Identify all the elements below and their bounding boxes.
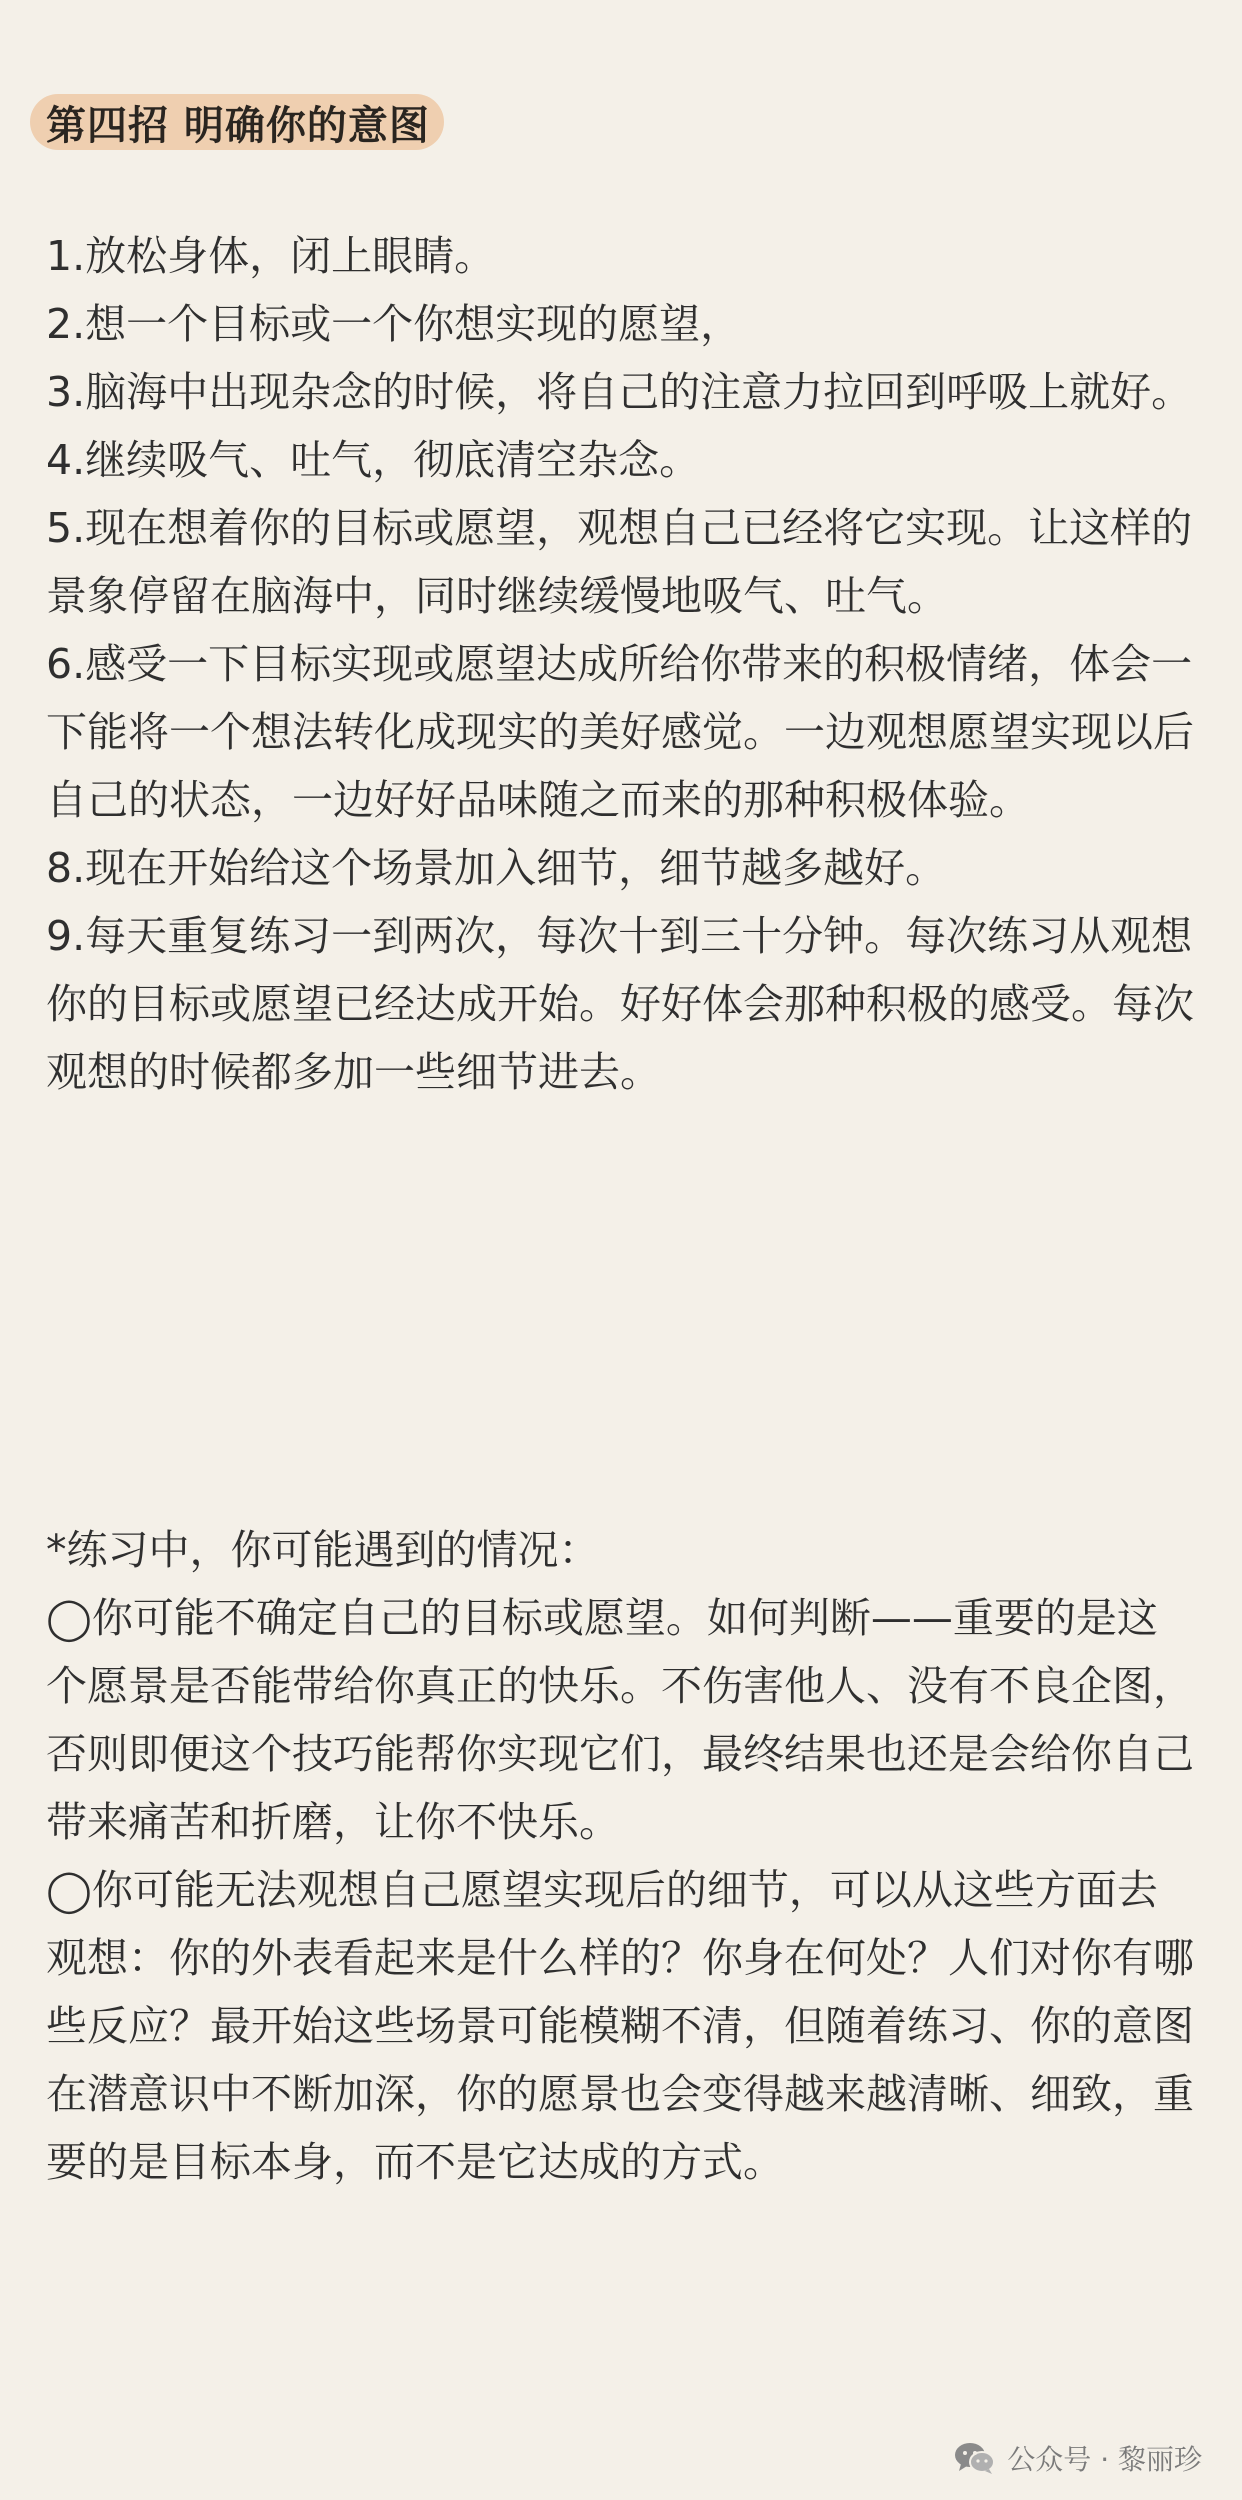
notes-heading: *练习中，你可能遇到的情况：: [46, 1526, 600, 1574]
step-item: 9.每天重复练习一到两次，每次十到三十分钟。每次练习从观想你的目标或愿望已经达成开始。好好体会那种积极的感受。每次观想的时候都多加一些细节进去。: [46, 912, 1194, 1096]
step-item: 6.感受一下目标实现或愿望达成所给你带来的积极情绪，体会一下能将一个想法转化成现实的美好感觉。一边观想愿望实现以后自己的状态，一边好好品味随之而来的那种积极体验。: [46, 640, 1194, 824]
step-item: 8.现在开始给这个场景加入细节，细节越多越好。: [46, 844, 947, 892]
step-item: 3.脑海中出现杂念的时候，将自己的注意力拉回到呼吸上就好。: [46, 368, 1193, 416]
watermark-text: 公众号 · 黎丽珍: [1007, 2443, 1202, 2476]
step-item: 1.放松身体，闭上眼睛。: [46, 232, 496, 280]
step-item: 5.现在想着你的目标或愿望，观想自己已经将它实现。让这样的景象停留在脑海中，同时继续缓慢地吸气、吐气。: [46, 504, 1193, 620]
step-item: 2.想一个目标或一个你想实现的愿望，: [46, 300, 742, 348]
note-item: ◯你可能无法观想自己愿望实现后的细节，可以从这些方面去观想：你的外表看起来是什么样的？你身在何处？人们对你有哪些反应？最开始这些场景可能模糊不清，但随着练习、你的意图在潜意识中不断加深，你的愿景也会变得越来越清晰、细致，重要的是目标本身，而不是它达成的方式。: [46, 1866, 1194, 2186]
step-item: 4.继续吸气、吐气，彻底清空杂念。: [46, 436, 701, 484]
section-title: 第四招 明确你的意图: [46, 101, 430, 149]
steps-list: [46, 222, 1196, 1106]
note-item: ◯你可能不确定自己的目标或愿望。如何判断——重要的是这个愿景是否能带给你真正的快乐。不伤害他人、没有不良企图，否则即便这个技巧能帮你实现它们，最终结果也还是会给你自己带来痛苦和折磨，让你不快乐。: [46, 1594, 1194, 1846]
watermark: [953, 2438, 1202, 2478]
section-title-badge: [30, 94, 444, 150]
practice-notes: [46, 1516, 1196, 2196]
wechat-icon: [953, 2440, 997, 2476]
